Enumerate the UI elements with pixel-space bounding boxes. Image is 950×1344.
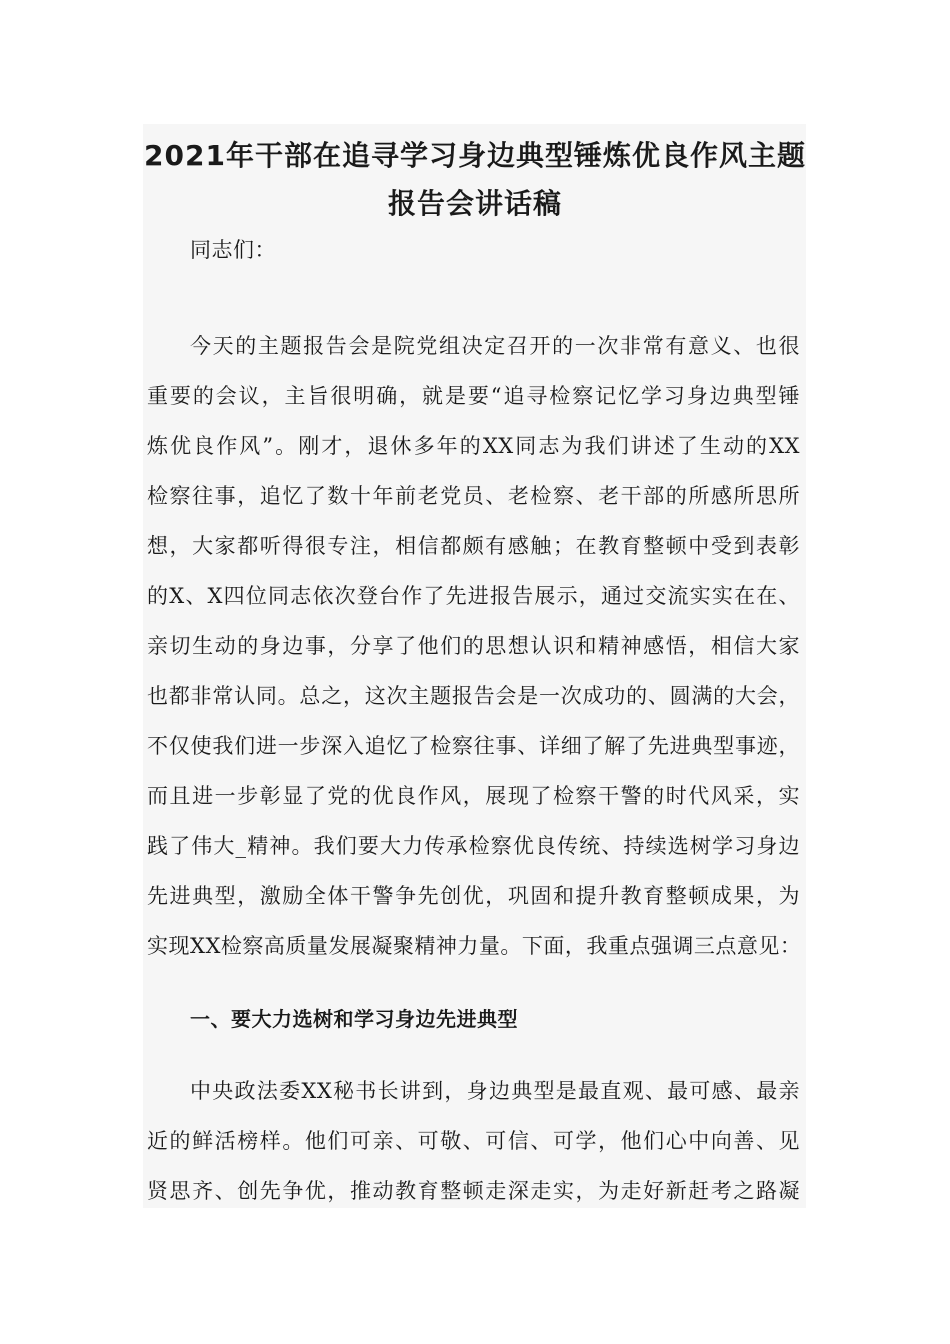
paragraph-1-line: 实现XX检察高质量发展凝聚精神力量。下面，我重点强调三点意见： — [147, 934, 802, 958]
paragraph-1-line: 不仅使我们进一步深入追忆了检察往事、详细了解了先进典型事迹， — [147, 734, 800, 758]
paragraph-2-line: 中央政法委XX秘书长讲到，身边典型是最直观、最可感、最亲 — [190, 1079, 800, 1103]
salutation: 同志们： — [190, 238, 276, 262]
paragraph-2-line: 贤思齐、创先争优，推动教育整顿走深走实，为走好新赶考之路凝 — [147, 1179, 800, 1203]
paragraph-1-line: 想，大家都听得很专注，相信都颇有感触；在教育整顿中受到表彰 — [147, 534, 800, 558]
document-title-line-1: 2021年干部在追寻学习身边典型锤炼优良作风主题 — [144, 139, 806, 172]
paragraph-1-line: 而且进一步彰显了党的优良作风，展现了检察干警的时代风采，实 — [147, 784, 800, 808]
paragraph-1-line: 先进典型，激励全体干警争先创优，巩固和提升教育整顿成果，为 — [147, 884, 800, 908]
paragraph-1-line: 的X、X四位同志依次登台作了先进报告展示，通过交流实实在在、 — [147, 584, 800, 608]
document-title-line-2: 报告会讲话稿 — [387, 187, 562, 220]
paragraph-1-line: 亲切生动的身边事，分享了他们的思想认识和精神感悟，相信大家 — [147, 634, 800, 658]
document-page — [143, 124, 806, 1208]
paragraph-1-line: 重要的会议，主旨很明确，就是要“追寻检察记忆学习身边典型锤 — [147, 384, 800, 408]
paragraph-1-line: 炼优良作风”。刚才，退休多年的XX同志为我们讲述了生动的XX — [147, 434, 800, 458]
paragraph-1-line: 也都非常认同。总之，这次主题报告会是一次成功的、圆满的大会， — [147, 684, 800, 708]
paragraph-1-line: 践了伟大_精神。我们要大力传承检察优良传统、持续选树学习身边 — [147, 834, 800, 858]
paragraph-1-line: 检察往事，追忆了数十年前老党员、老检察、老干部的所感所思所 — [147, 484, 800, 508]
paragraph-2-line: 近的鲜活榜样。他们可亲、可敬、可信、可学，他们心中向善、见 — [147, 1129, 800, 1153]
paragraph-1-line: 今天的主题报告会是院党组决定召开的一次非常有意义、也很 — [190, 334, 800, 358]
section-1-heading: 一、要大力选树和学习身边先进典型 — [190, 1007, 518, 1031]
